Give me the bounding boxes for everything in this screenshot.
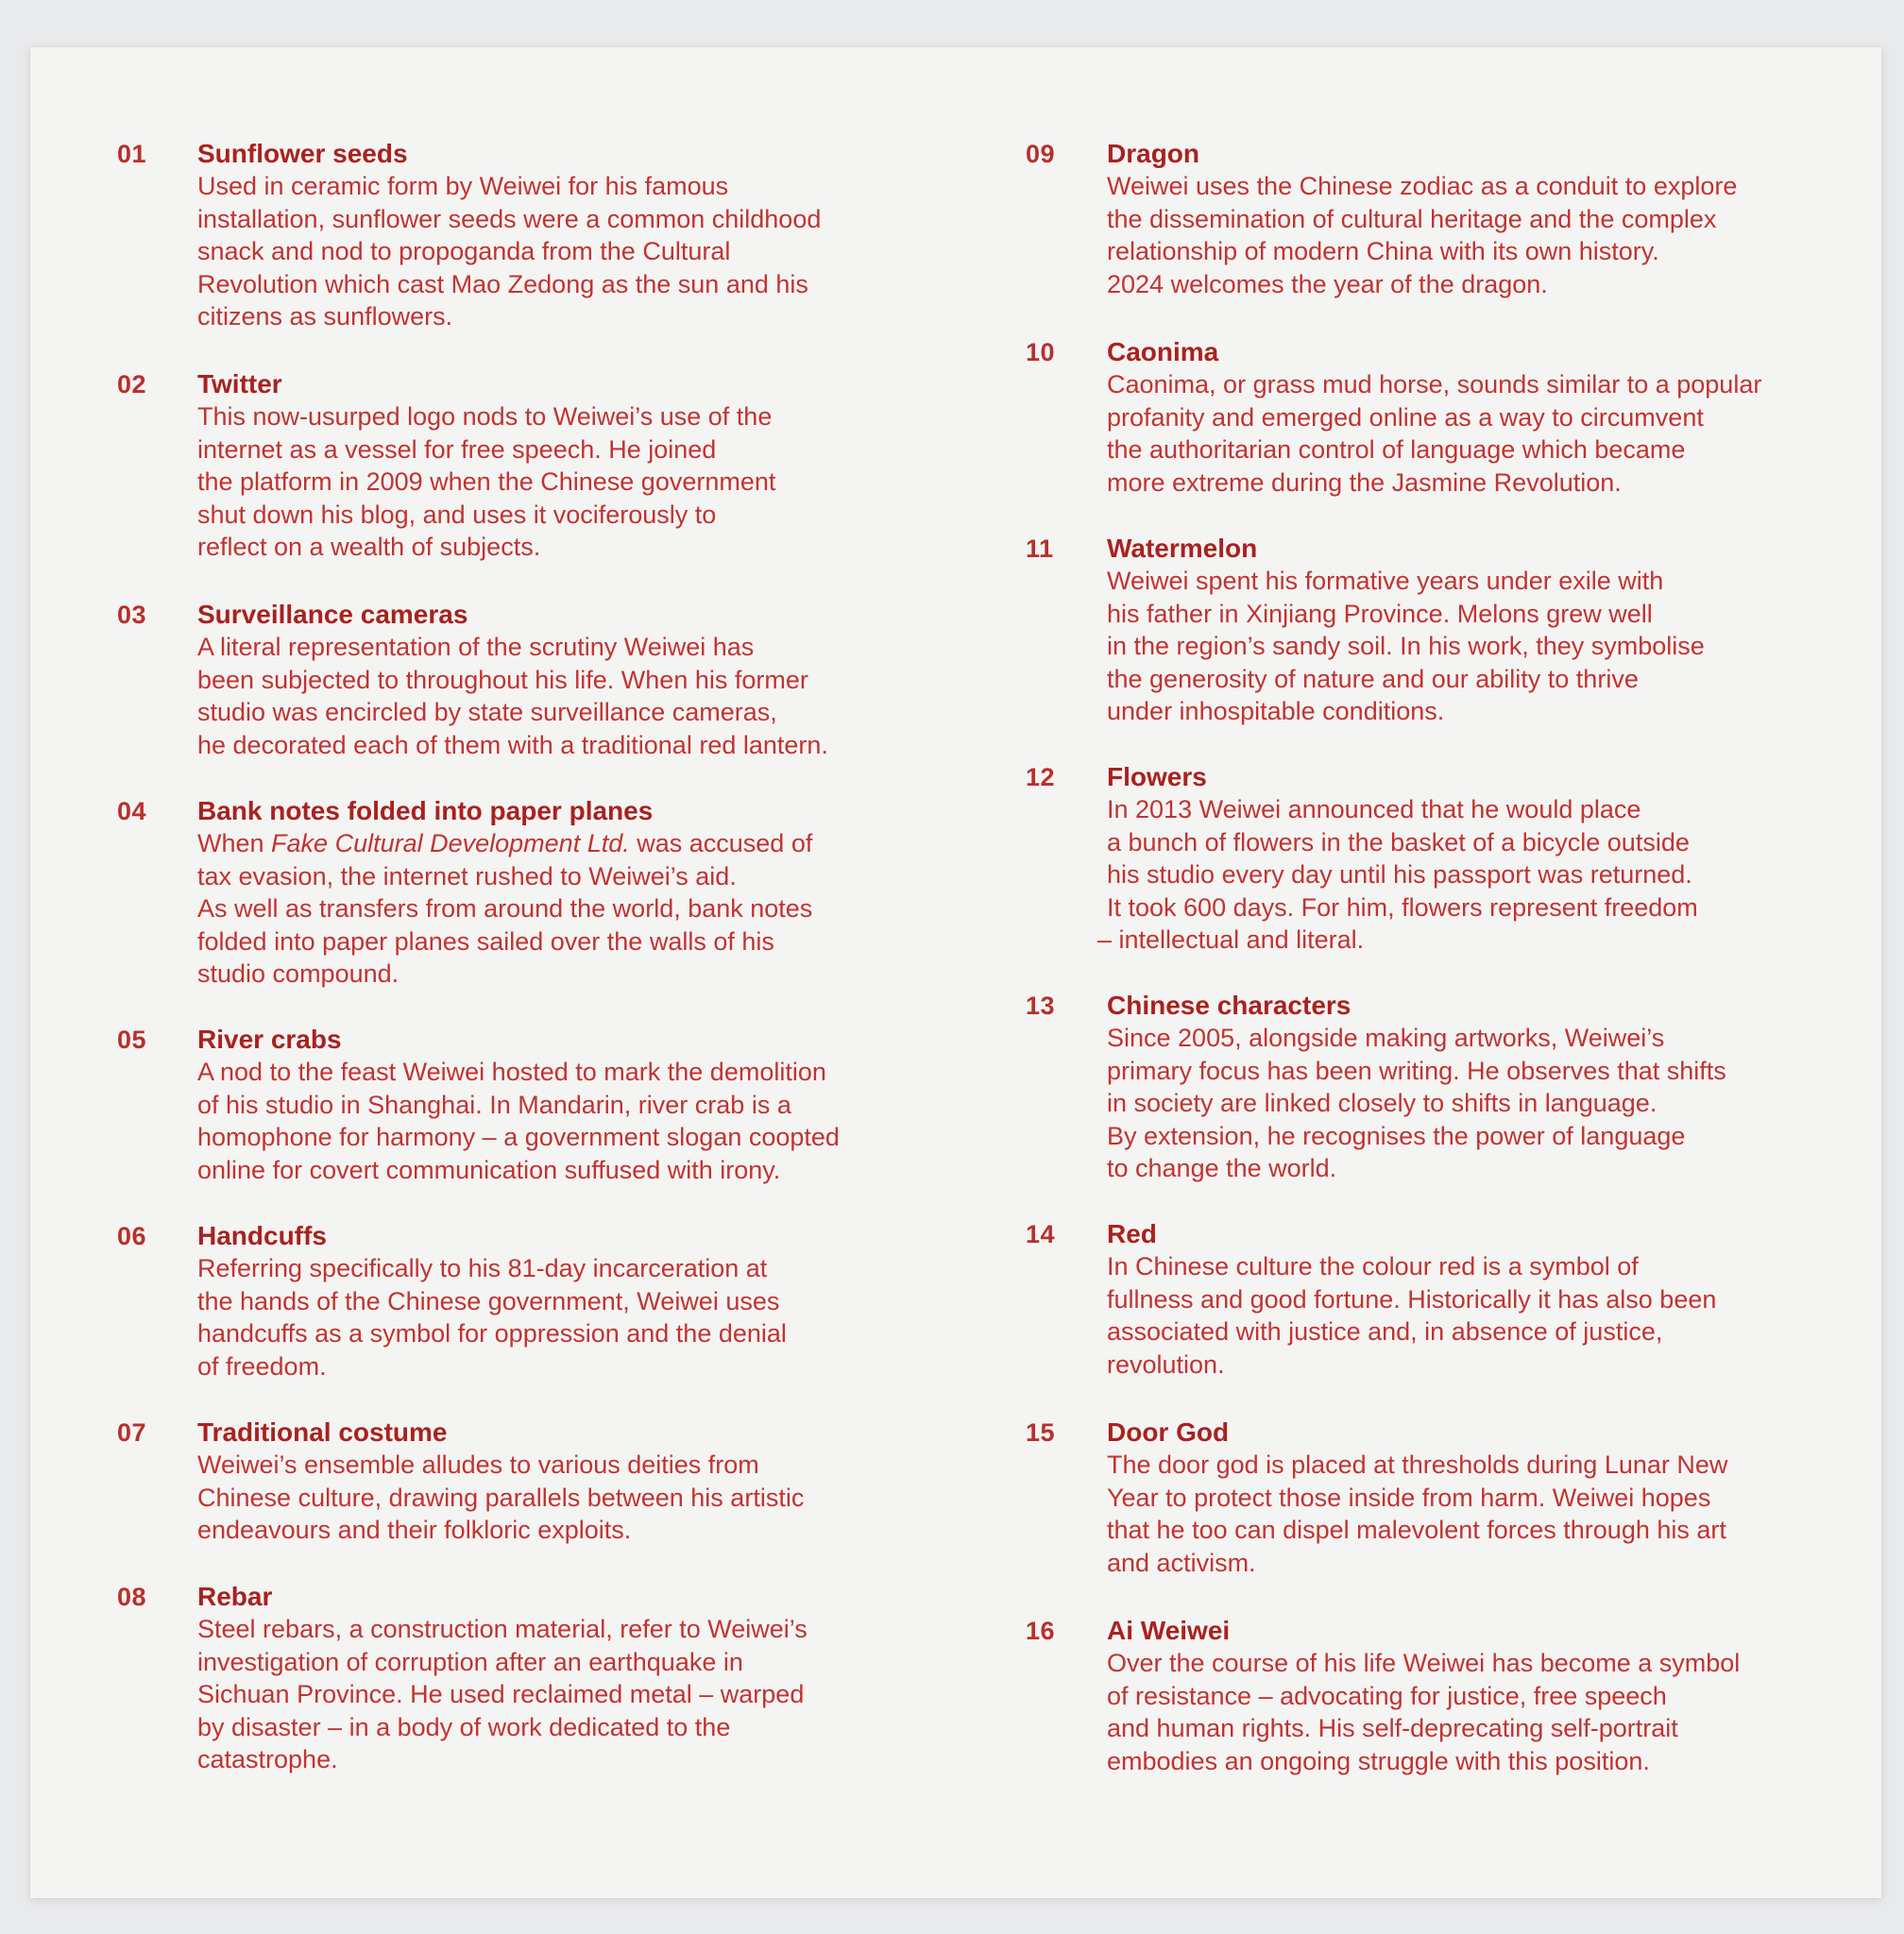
entry-title: Door God	[1107, 1417, 1230, 1447]
description-line: by disaster – in a body of work dedicated to the	[197, 1712, 731, 1741]
entry-title: Caonima	[1107, 337, 1219, 366]
entry-title: Traditional costume	[197, 1417, 448, 1447]
description-line: snack and nod to propoganda from the Cultural	[197, 237, 731, 266]
line-text: was accused of	[629, 829, 813, 857]
entry-description	[1107, 1250, 1834, 1381]
entry-number: 10	[1026, 338, 1056, 366]
description-line: Used in ceramic form by Weiwei for his famous	[197, 172, 729, 200]
description-line: Sichuan Province. He used reclaimed metal – warped	[197, 1680, 805, 1709]
entry-title: Twitter	[197, 369, 282, 399]
description-line: reflect on a wealth of subjects.	[197, 533, 541, 562]
description-line: that he too can dispel malevolent forces through his art	[1107, 1516, 1726, 1545]
entry-description	[1107, 170, 1834, 300]
description-line: As well as transfers from around the world, bank notes	[197, 894, 813, 924]
description-line: In 2013 Weiwei announced that he would place	[1107, 795, 1641, 823]
entry-number: 08	[117, 1583, 147, 1611]
entry-description	[1107, 1022, 1834, 1185]
description-line: homophone for harmony – a government slogan coopted	[197, 1123, 840, 1152]
description-line: associated with justice and, in absence of justice,	[1107, 1317, 1663, 1347]
entry-title: Watermelon	[1107, 534, 1258, 563]
entry-description	[1107, 565, 1834, 728]
description-line: Steel rebars, a construction material, refer to Weiwei’s	[197, 1615, 808, 1643]
entry-description	[197, 400, 953, 564]
description-line: Weiwei spent his formative years under exile with	[1107, 567, 1664, 595]
entry-title: Chinese characters	[1107, 991, 1352, 1020]
entry-description	[197, 1056, 953, 1186]
description-line: in society are linked closely to shifts in language.	[1107, 1089, 1658, 1118]
description-line: A literal representation of the scrutiny Weiwei has	[197, 633, 755, 661]
entry-number: 11	[1026, 534, 1054, 563]
entry-title: Rebar	[197, 1582, 273, 1611]
description-line: Weiwei uses the Chinese zodiac as a conduit to explore	[1107, 172, 1738, 200]
description-line: fullness and good fortune. Historically it has also been	[1107, 1284, 1717, 1314]
description-line: internet as a vessel for free speech. He joined	[197, 434, 717, 464]
entry-number: 12	[1026, 763, 1056, 791]
entry-number: 01	[117, 140, 147, 168]
description-line: – intellectual and literal.	[1097, 925, 1365, 955]
description-line: Chinese culture, drawing parallels between his artistic	[197, 1483, 805, 1512]
description-line: online for covert communication suffused with irony.	[197, 1155, 781, 1184]
printed-sheet	[30, 47, 1881, 1898]
description-line: 2024 welcomes the year of the dragon.	[1107, 269, 1548, 298]
entry-description	[1107, 1647, 1834, 1777]
description-line: Revolution which cast Mao Zedong as the sun and his	[197, 269, 808, 298]
entry-number: 04	[117, 797, 147, 825]
entry-description	[197, 631, 953, 761]
description-line: Over the course of his life Weiwei has become a symbol	[1107, 1649, 1741, 1677]
description-line: the hands of the Chinese government, Weiwei uses	[197, 1286, 780, 1315]
entry-description	[1097, 793, 1834, 957]
description-line: a bunch of flowers in the basket of a bicycle outside	[1107, 827, 1690, 857]
description-line: A nod to the feast Weiwei hosted to mark the demolition	[197, 1058, 826, 1086]
description-line: the generosity of nature and our ability to thrive	[1107, 664, 1639, 693]
entry-title: Surveillance cameras	[197, 600, 468, 629]
description-line: Year to protect those inside from harm. Weiwei hopes	[1107, 1483, 1711, 1512]
entry-title: Flowers	[1107, 762, 1207, 791]
description-line: tax evasion, the internet rushed to Weiwei’s aid.	[197, 861, 737, 891]
description-line: profanity and emerged online as a way to circumvent	[1107, 402, 1704, 432]
entry-number: 13	[1026, 992, 1056, 1020]
description-line: in the region’s sandy soil. In his work, they symbolise	[1107, 632, 1705, 661]
description-line: been subjected to throughout his life. When his former	[197, 665, 808, 694]
description-line: more extreme during the Jasmine Revolution.	[1107, 467, 1622, 497]
description-line: and activism.	[1107, 1548, 1256, 1577]
entry-description	[1107, 368, 1834, 499]
description-line: In Chinese culture the colour red is a symbol of	[1107, 1252, 1639, 1281]
description-line: he decorated each of them with a traditional red lantern.	[197, 730, 828, 759]
description-line: By extension, he recognises the power of language	[1107, 1121, 1686, 1150]
entry-number: 15	[1026, 1418, 1056, 1447]
entry-title: Sunflower seeds	[197, 139, 408, 168]
description-line: installation, sunflower seeds were a common childhood	[197, 204, 822, 233]
description-line: shut down his blog, and uses it vociferously to	[197, 500, 717, 529]
description-line: Weiwei’s ensemble alludes to various deities from	[197, 1450, 759, 1479]
description-line: his studio every day until his passport was returned.	[1107, 860, 1692, 890]
entry-number: 14	[1026, 1220, 1056, 1248]
description-line: studio was encircled by state surveillance cameras,	[197, 698, 777, 727]
description-line: the authoritarian control of language which became	[1107, 435, 1686, 465]
line-text: When	[197, 829, 272, 857]
entry-title: Handcuffs	[197, 1221, 327, 1250]
description-line	[197, 827, 953, 860]
entry-description	[197, 827, 953, 991]
entry-number: 05	[117, 1026, 147, 1054]
description-line: of resistance – advocating for justice, free speech	[1107, 1681, 1667, 1710]
entry-number: 06	[117, 1222, 147, 1250]
description-line: The door god is placed at thresholds during Lunar New	[1107, 1450, 1728, 1479]
description-line: citizens as sunflowers.	[197, 302, 453, 331]
description-line: endeavours and their folkloric exploits.	[197, 1516, 632, 1545]
entry-description	[197, 1613, 953, 1776]
description-line: the dissemination of cultural heritage and the complex	[1107, 204, 1717, 233]
description-line: and human rights. His self-deprecating self-portrait	[1107, 1714, 1678, 1743]
company-name: Fake Cultural Development Ltd.	[271, 829, 630, 857]
entry-number: 09	[1026, 140, 1056, 168]
description-line: primary focus has been writing. He observes that shifts	[1107, 1056, 1726, 1085]
description-line: under inhospitable conditions.	[1107, 697, 1445, 726]
description-line: revolution.	[1107, 1349, 1225, 1379]
description-line: studio compound.	[197, 959, 400, 989]
description-line: his father in Xinjiang Province. Melons grew well	[1107, 599, 1653, 628]
entry-title: Bank notes folded into paper planes	[197, 796, 654, 825]
description-line: embodies an ongoing struggle with this position.	[1107, 1746, 1650, 1775]
entry-description	[197, 170, 953, 333]
description-line: This now-usurped logo nods to Weiwei’s use of the	[197, 402, 773, 431]
entry-description	[1107, 1449, 1834, 1579]
description-line: investigation of corruption after an earthquake in	[197, 1647, 743, 1676]
description-line: of his studio in Shanghai. In Mandarin, river crab is a	[197, 1090, 791, 1119]
entry-title: Red	[1107, 1219, 1157, 1248]
description-line: relationship of modern China with its own history.	[1107, 237, 1659, 266]
description-line: the platform in 2009 when the Chinese government	[197, 467, 776, 497]
entry-title: River crabs	[197, 1025, 342, 1054]
description-line: folded into paper planes sailed over the walls of his	[197, 926, 774, 956]
description-line: handcuffs as a symbol for oppression and the denial	[197, 1319, 787, 1349]
description-line: catastrophe.	[197, 1745, 338, 1774]
entry-number: 07	[117, 1418, 147, 1447]
description-line: Referring specifically to his 81-day incarceration at	[197, 1254, 768, 1282]
description-line: Since 2005, alongside making artworks, Weiwei’s	[1107, 1024, 1665, 1052]
description-line: to change the world.	[1107, 1154, 1337, 1183]
entry-number: 16	[1026, 1617, 1056, 1645]
entry-description	[197, 1449, 953, 1547]
entry-title: Dragon	[1107, 139, 1199, 168]
entry-title: Ai Weiwei	[1107, 1616, 1231, 1645]
description-line: of freedom.	[197, 1351, 327, 1381]
description-line: It took 600 days. For him, flowers represent freedom	[1107, 892, 1698, 922]
entry-number: 03	[117, 601, 147, 629]
entry-description	[197, 1252, 953, 1383]
entry-number: 02	[117, 370, 147, 399]
description-line: Caonima, or grass mud horse, sounds similar to a popular	[1107, 370, 1762, 399]
